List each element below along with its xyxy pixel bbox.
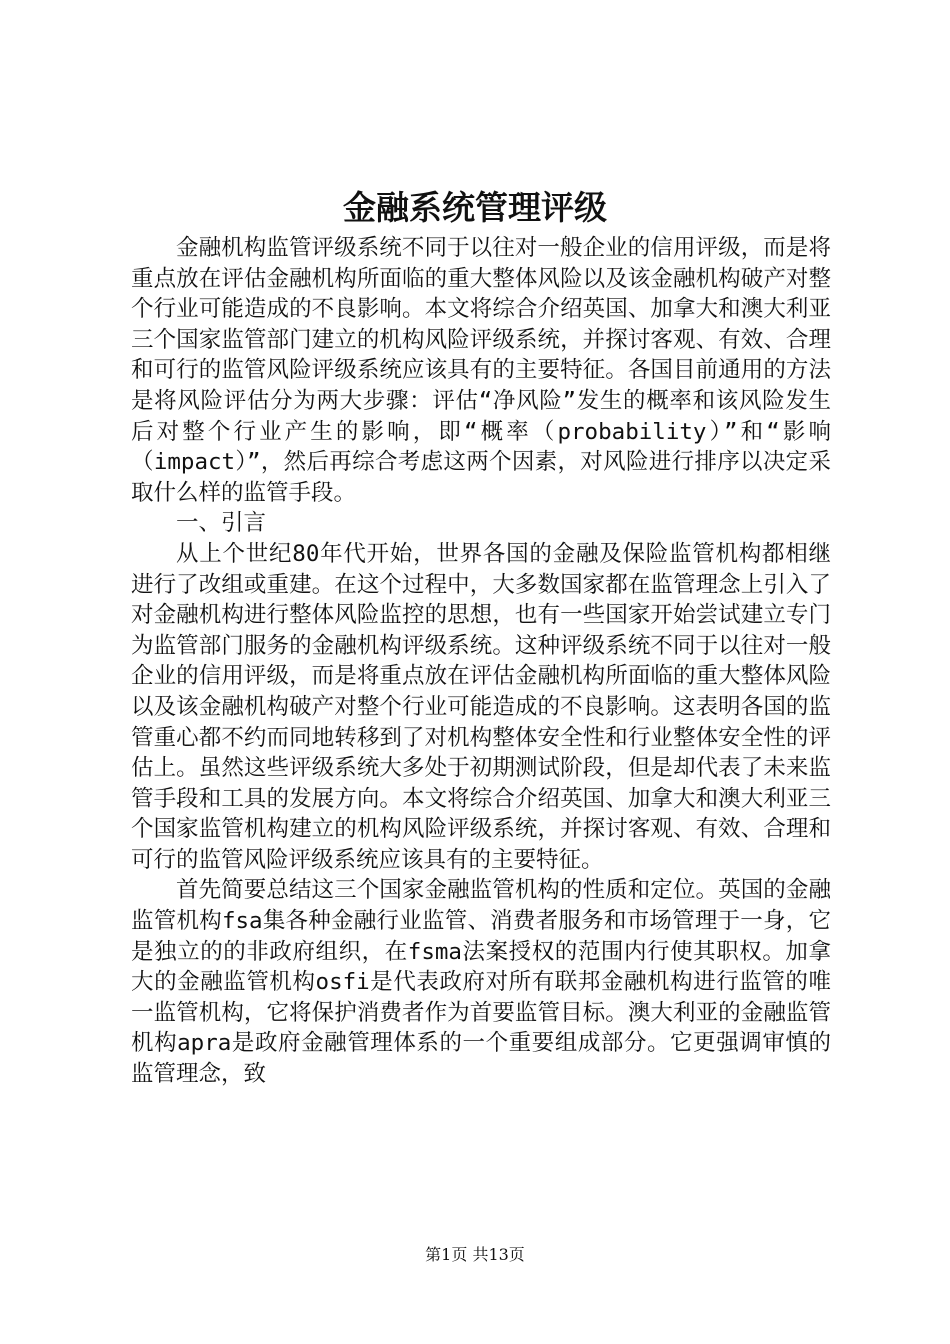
- document-title: 金融系统管理评级: [343, 188, 607, 227]
- page-number-footer: 第1页 共13页: [425, 1245, 525, 1264]
- paragraph-introduction: 从上个世纪80年代开始，世界各国的金融及保险监管机构都相继进行了改组或重建。在这个过程中，大多数国家都在监管理念上引入了对金融机构进行整体风险监控的思想，也有一些国家开始尝试建立专门为监管部门服务的金融机构评级系统。这种评级系统不同于以往对一般企业的信用评级，而是将重点放在评估金融机构所面临的重大整体风险以及该金融机构破产对整个行业可能造成的不良影响。这表明各国的监管重心都不约而同地转移到了对机构整体安全性和行业整体安全性的评估上。虽然这些评级系统大多处于初期测试阶段，但是却代表了未来监管手段和工具的发展方向。本文将综合介绍英国、加拿大和澳大利亚三个国家监管机构建立的机构风险评级系统，并探讨客观、有效、合理和可行的监管风险评级系统应该具有的主要特征。: [131, 540, 831, 873]
- paragraph-abstract: 金融机构监管评级系统不同于以往对一般企业的信用评级，而是将重点放在评估金融机构所面临的重大整体风险以及该金融机构破产对整个行业可能造成的不良影响。本文将综合介绍英国、加拿大和澳大利亚三个国家监管部门建立的机构风险评级系统，并探讨客观、有效、合理和可行的监管风险评级系统应该具有的主要特征。各国目前通用的方法是将风险评估分为两大步骤：评估“净风险”发生的概率和该风险发生后对整个行业产生的影响，即“概率（probability）”和“影响（impact）”，然后再综合考虑这两个因素，对风险进行排序以决定采取什么样的监管手段。: [131, 235, 831, 506]
- document-body: [131, 233, 831, 1090]
- paragraph-regulators-overview: 首先简要总结这三个国家金融监管机构的性质和定位。英国的金融监管机构fsa集各种金融行业监管、消费者服务和市场管理于一身，它是独立的的非政府组织，在fsma法案授权的范围内行使其职权。加拿大的金融监管机构osfi是代表政府对所有联邦金融机构进行监管的唯一监管机构，它将保护消费者作为首要监管目标。澳大利亚的金融监管机构apra是政府金融管理体系的一个重要组成部分。它更强调审慎的监管理念，致: [131, 877, 831, 1088]
- section-heading-introduction: 一、引言: [176, 510, 267, 537]
